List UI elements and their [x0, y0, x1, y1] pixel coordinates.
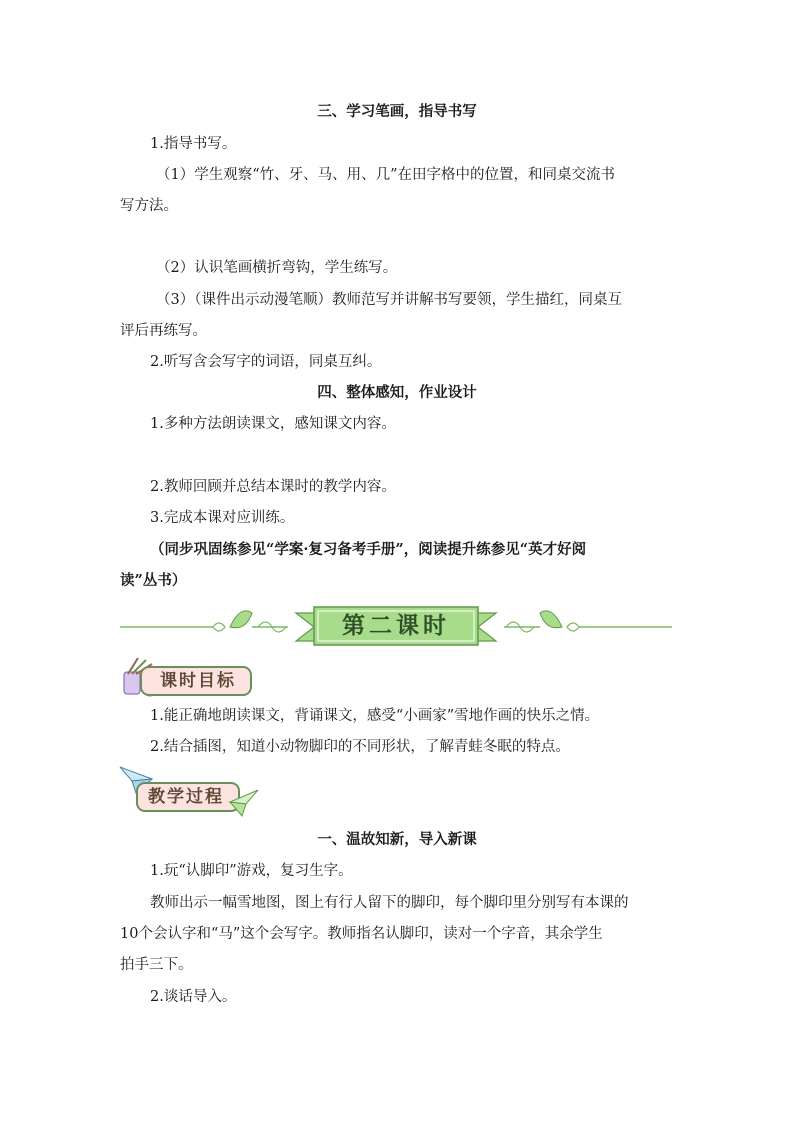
paragraph: 1.能正确地朗读课文，背诵课文，感受“小画家”雪地作画的快乐之情。 [150, 708, 600, 724]
paragraph: 10个会认字和“马”这个会写字。教师指名认脚印，读对一个字音，其余学生 [120, 926, 603, 942]
paragraph: 2.教师回顾并总结本课时的教学内容。 [150, 479, 396, 495]
section-heading: 三、学习笔画，指导书写 [317, 103, 477, 120]
note: 读”丛书） [120, 572, 187, 589]
ornament-left [120, 611, 288, 632]
banner-title: 第二课时 [342, 613, 450, 639]
paragraph: 3.完成本课对应训练。 [150, 510, 295, 526]
section-heading: 一、温故知新，导入新课 [317, 831, 477, 848]
paragraph: 拍手三下。 [120, 957, 193, 973]
paragraph: （3）（课件出示动漫笔顺）教师范写并讲解书写要领，学生描红，同桌互 [156, 292, 622, 308]
paragraph: （1）学生观察“竹、牙、马、用、几”在田字格中的位置，和同桌交流书 [156, 167, 616, 183]
paragraph: （2）认识笔画横折弯钩，学生练写。 [156, 260, 398, 276]
paragraph: 2.听写含会写字的词语，同桌互纠。 [150, 354, 382, 370]
process-badge-label: 教学过程 [148, 787, 224, 807]
note: （同步巩固练参见“学案·复习备考手册”，阅读提升练参见“英才好阅 [150, 541, 587, 558]
paragraph: 教师出示一幅雪地图，图上有行人留下的脚印，每个脚印里分别写有本课的 [150, 895, 629, 911]
ornament-right [504, 611, 672, 632]
paragraph: 2.结合插图，知道小动物脚印的不同形状，了解青蛙冬眠的特点。 [150, 739, 570, 755]
paragraph: 1.多种方法朗读课文，感知课文内容。 [150, 416, 396, 432]
paragraph: 1.指导书写。 [150, 136, 237, 152]
paragraph: 评后再练写。 [120, 323, 207, 339]
paragraph: 写方法。 [120, 198, 178, 214]
section-heading: 四、整体感知，作业设计 [317, 384, 477, 401]
paper-plane-icon [228, 788, 260, 818]
paragraph: 1.玩“认脚印”游戏，复习生字。 [150, 863, 353, 879]
paragraph: 2.谈话导入。 [150, 989, 237, 1005]
goals-badge-label: 课时目标 [160, 671, 236, 691]
